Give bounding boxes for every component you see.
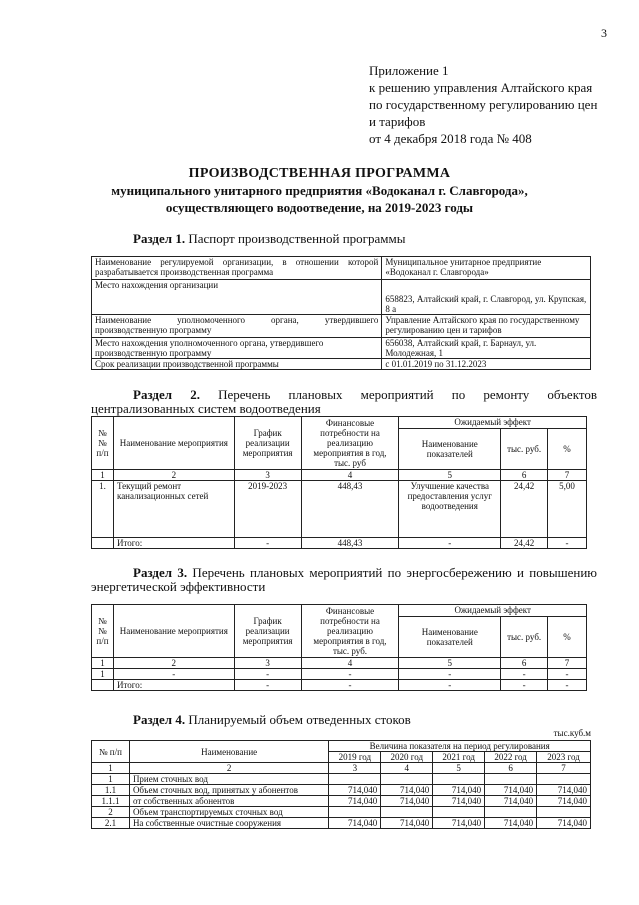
row-schedule: 2019-2023 — [234, 481, 301, 538]
column-number: 3 — [234, 470, 301, 481]
header-finance: Финансовые потребности на реализацию мероприятия в год, тыс. руб. — [301, 605, 399, 658]
row-value — [329, 774, 381, 785]
header-percent: % — [548, 429, 587, 470]
column-number: 3 — [329, 763, 381, 774]
row-num: 2.1 — [92, 818, 130, 829]
row-value: 714,040 — [433, 796, 485, 807]
column-number: 5 — [433, 763, 485, 774]
row-value: 714,040 — [329, 818, 381, 829]
column-number: 3 — [234, 658, 301, 669]
passport-label: Наименование уполномоченного органа, утвердившего производственную программу — [92, 315, 382, 338]
row-indicator: Улучшение качества предоставления услуг водоотведения — [399, 481, 501, 538]
table-row — [92, 807, 591, 818]
row-value — [381, 807, 433, 818]
row-value — [537, 774, 591, 785]
document-title — [0, 165, 639, 216]
total-label: Итого: — [113, 680, 234, 691]
row-schedule: - — [234, 669, 301, 680]
row-num: 1.1 — [92, 785, 130, 796]
row-value: 714,040 — [485, 818, 537, 829]
header-num: №№ п/п — [92, 605, 114, 658]
column-number: 6 — [485, 763, 537, 774]
row-value: 714,040 — [329, 796, 381, 807]
column-number: 4 — [301, 658, 399, 669]
row-num: 1 — [92, 774, 130, 785]
header-indicator: Наименование показателей — [399, 617, 501, 658]
row-name: Прием сточных вод — [129, 774, 328, 785]
header-percent: % — [548, 617, 587, 658]
column-number: 1 — [92, 658, 114, 669]
repair-plan-table — [91, 416, 587, 549]
row-percent: 5,00 — [548, 481, 587, 538]
row-name: На собственные очистные сооружения — [129, 818, 328, 829]
row-value: 714,040 — [485, 796, 537, 807]
total-percent: - — [548, 680, 587, 691]
row-thousand: - — [501, 669, 548, 680]
passport-label: Место нахождения организации — [92, 280, 382, 315]
table-row — [92, 338, 591, 359]
header-finance: Финансовые потребности на реализацию мероприятия в год, тыс. руб — [301, 417, 399, 470]
unit-label: тыс.куб.м — [553, 728, 591, 738]
header-name: Наименование — [129, 741, 328, 763]
row-value: 714,040 — [381, 818, 433, 829]
header-schedule: График реализации мероприятия — [234, 605, 301, 658]
table-row — [92, 669, 587, 680]
column-number: 7 — [548, 470, 587, 481]
total-indicator: - — [399, 680, 501, 691]
section2-heading: Раздел 2. Перечень плановых мероприятий по ремонту объектов централизованных систем водоотведения — [91, 387, 597, 416]
column-number: 2 — [113, 470, 234, 481]
column-number: 1 — [92, 763, 130, 774]
passport-value: Управление Алтайского края по государственному регулированию цен и тарифов — [382, 315, 591, 338]
row-value: 714,040 — [485, 785, 537, 796]
row-num: 1 — [92, 669, 114, 680]
header-effect: Ожидаемый эффект — [399, 605, 587, 617]
row-value — [485, 807, 537, 818]
title-line: осуществляющего водоотведение, на 2019-2023 годы — [165, 200, 474, 215]
section1-heading: Раздел 1. Паспорт производственной программы — [133, 231, 406, 246]
column-number: 2 — [113, 658, 234, 669]
row-value — [485, 774, 537, 785]
column-number: 4 — [381, 763, 433, 774]
row-value: 714,040 — [537, 818, 591, 829]
column-number-row — [92, 658, 587, 669]
appendix-line: по государственному регулированию цен — [369, 97, 598, 112]
header-effect: Ожидаемый эффект — [399, 417, 587, 429]
column-number-row — [92, 763, 591, 774]
row-num: 1. — [92, 481, 114, 538]
row-percent: - — [548, 669, 587, 680]
row-finance: 448,43 — [301, 481, 399, 538]
header-num: №№ п/п — [92, 417, 114, 470]
row-num: 2 — [92, 807, 130, 818]
column-number: 5 — [399, 658, 501, 669]
section4-heading: Раздел 4. Планируемый объем отведенных стоков — [133, 712, 411, 727]
table-row — [92, 481, 587, 538]
header-name: Наименование мероприятия — [113, 417, 234, 470]
column-number: 2 — [129, 763, 328, 774]
column-number: 6 — [501, 658, 548, 669]
row-name: Текущий ремонт канализационных сетей — [113, 481, 234, 538]
column-number: 7 — [548, 658, 587, 669]
appendix-line: Приложение 1 — [369, 63, 449, 78]
header-thousand: тыс. руб. — [501, 617, 548, 658]
table-row — [92, 359, 591, 370]
passport-value: 656038, Алтайский край, г. Барнаул, ул. Молодежная, 1 — [382, 338, 591, 359]
total-thousand: 24,42 — [501, 538, 548, 549]
appendix-block — [369, 62, 609, 147]
header-year: 2020 год — [381, 752, 433, 763]
row-name: от собственных абонентов — [129, 796, 328, 807]
column-number: 1 — [92, 470, 114, 481]
total-row — [92, 680, 587, 691]
table-row — [92, 280, 591, 315]
row-value — [433, 774, 485, 785]
total-thousand: - — [501, 680, 548, 691]
appendix-line: и тарифов — [369, 114, 426, 129]
row-indicator: - — [399, 669, 501, 680]
passport-value: Муниципальное унитарное предприятие «Водоканал г. Славгорода» — [382, 257, 591, 280]
header-indicator: Наименование показателей — [399, 429, 501, 470]
column-number: 7 — [537, 763, 591, 774]
table-row — [92, 315, 591, 338]
header-year: 2022 год — [485, 752, 537, 763]
passport-label: Срок реализации производственной программы — [92, 359, 382, 370]
row-value — [381, 774, 433, 785]
passport-label: Наименование регулируемой организации, в отношении которой разрабатывается производственная программа — [92, 257, 382, 280]
row-value: 714,040 — [381, 796, 433, 807]
row-value: 714,040 — [537, 785, 591, 796]
total-row — [92, 538, 587, 549]
row-name: Объем транспортируемых сточных вод — [129, 807, 328, 818]
header-num: № п/п — [92, 741, 130, 763]
row-value — [329, 807, 381, 818]
column-number: 6 — [501, 470, 548, 481]
row-value: 714,040 — [433, 785, 485, 796]
row-value: 714,040 — [381, 785, 433, 796]
table-row — [92, 785, 591, 796]
appendix-line: от 4 декабря 2018 года № 408 — [369, 131, 532, 146]
passport-label: Место нахождения уполномоченного органа, утвердившего производственную программу — [92, 338, 382, 359]
passport-value: 658823, Алтайский край, г. Славгород, ул. Крупская, 8 а — [382, 280, 591, 315]
total-schedule: - — [234, 680, 301, 691]
row-name: - — [113, 669, 234, 680]
row-name: Объем сточных вод, принятых у абонентов — [129, 785, 328, 796]
column-number: 4 — [301, 470, 399, 481]
header-period: Величина показателя на период регулирования — [329, 741, 591, 752]
table-row — [92, 818, 591, 829]
table-row — [92, 257, 591, 280]
header-schedule: График реализации мероприятия — [234, 417, 301, 470]
table-row — [92, 774, 591, 785]
total-finance: - — [301, 680, 399, 691]
appendix-line: к решению управления Алтайского края — [369, 80, 593, 95]
row-value: 714,040 — [329, 785, 381, 796]
row-value — [537, 807, 591, 818]
passport-table — [91, 256, 591, 370]
header-year: 2023 год — [537, 752, 591, 763]
energy-plan-table — [91, 604, 587, 691]
column-number: 5 — [399, 470, 501, 481]
total-schedule: - — [234, 538, 301, 549]
row-thousand: 24,42 — [501, 481, 548, 538]
header-thousand: тыс. руб. — [501, 429, 548, 470]
title-line: муниципального унитарного предприятия «Водоканал г. Славгорода», — [111, 183, 528, 198]
column-number-row — [92, 470, 587, 481]
header-year: 2019 год — [329, 752, 381, 763]
row-value: 714,040 — [537, 796, 591, 807]
total-label: Итого: — [113, 538, 234, 549]
section3-heading: Раздел 3. Перечень плановых мероприятий по энергосбережению и повышению энергетической эффективности — [91, 565, 597, 594]
row-value — [433, 807, 485, 818]
total-percent: - — [548, 538, 587, 549]
wastewater-volume-table — [91, 740, 591, 829]
page-number: 3 — [601, 26, 607, 40]
row-finance: - — [301, 669, 399, 680]
header-year: 2021 год — [433, 752, 485, 763]
header-name: Наименование мероприятия — [113, 605, 234, 658]
total-indicator: - — [399, 538, 501, 549]
total-finance: 448,43 — [301, 538, 399, 549]
table-row — [92, 796, 591, 807]
row-value: 714,040 — [433, 818, 485, 829]
row-num: 1.1.1 — [92, 796, 130, 807]
title-line: ПРОИЗВОДСТВЕННАЯ ПРОГРАММА — [188, 166, 451, 181]
passport-value: с 01.01.2019 по 31.12.2023 — [382, 359, 591, 370]
